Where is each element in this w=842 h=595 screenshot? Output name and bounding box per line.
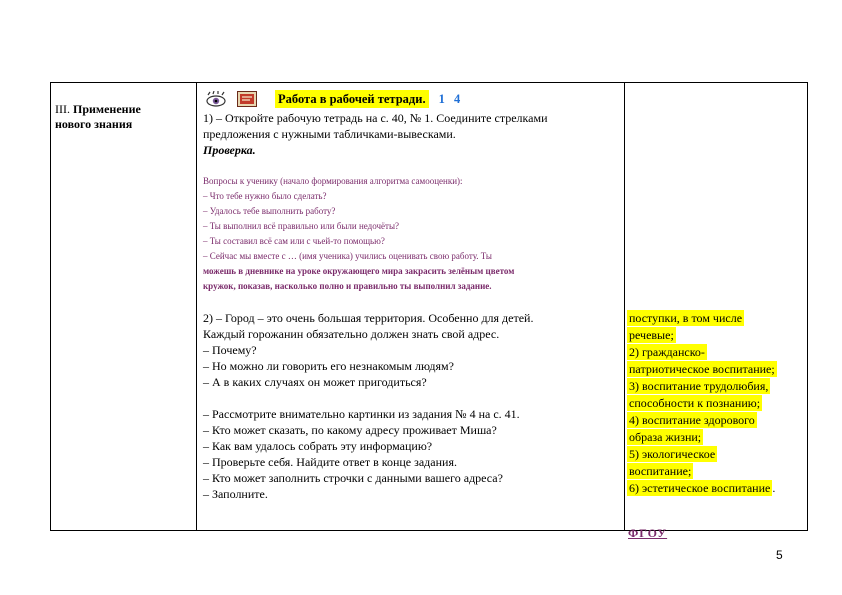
book-icon [237,91,257,107]
question-item: – Удалось тебе выполнить работу? [203,206,336,216]
text-line: 1) – Откройте рабочую тетрадь на с. 40, № 1. Соедините стрелками [203,111,548,125]
fgos-label: ФГОУ [628,526,668,540]
text-line: – Рассмотрите внимательно картинки из задания № 4 на с. 41. [203,407,520,421]
stage-number: III. [55,102,70,116]
column-divider [196,83,197,530]
direction-line: 5) экологическое [629,447,716,461]
question-item: – Ты составил всё сам или с чьей-то помощью? [203,236,385,246]
column-divider [624,83,625,530]
direction-line: патриотическое воспитание; [629,362,775,376]
main-content [203,110,621,502]
direction-line: 3) воспитание трудолюбия, [629,379,769,393]
text-line: Каждый горожанин обязательно должен знать свой адрес. [203,327,500,341]
trailing-dot: . [772,481,776,495]
questions-title: Вопросы к ученику (начало формирования алгоритма самооценки): [203,176,463,186]
direction-line: способности к познанию; [629,396,761,410]
task-pages: 1 4 [438,91,464,106]
direction-line: речевые; [629,328,674,342]
text-line: – Заполните. [203,487,268,501]
text-line: – Проверьте себя. Найдите ответ в конце задания. [203,455,457,469]
text-line: – Но можно ли говорить его незнакомым людям? [203,359,454,373]
direction-line: 4) воспитание здорового [629,413,755,427]
text-line: – Кто может заполнить строчки с данными вашего адреса? [203,471,503,485]
education-directions [627,310,807,497]
text-line: – Как вам удалось собрать эту информацию? [203,439,433,453]
spacer [203,294,621,310]
question-item: можешь в дневнике на уроке окружающего мира закрасить зелёным цветом [203,266,515,276]
text-line: 2) – Город – это очень большая территория. Особенно для детей. [203,311,534,325]
text-line: – А в каких случаях он может пригодиться? [203,375,427,389]
question-item: – Что тебе нужно было сделать? [203,191,327,201]
stage-title-line1: Применение [70,102,141,116]
text-line: – Почему? [203,343,257,357]
eye-icon [205,91,227,107]
direction-line: 6) эстетическое воспитание [629,481,771,495]
stage-label [55,102,190,132]
question-item: кружок, показав, насколько полно и правильно ты выполнил задание. [203,281,492,291]
stage-title-line2: нового знания [55,117,133,131]
text-line: предложения с нужными табличками-вывесками. [203,127,456,141]
task-header [205,88,463,110]
question-item: – Сейчас мы вместе с … (имя ученика) учились оценивать свою работу. Ты [203,251,492,261]
self-assessment-questions [203,174,621,294]
check-label: Проверка. [203,143,256,157]
direction-line: воспитание; [629,464,692,478]
question-item: – Ты выполнил всё правильно или были недочёты? [203,221,400,231]
spacer [203,390,621,406]
page-number: 5 [776,548,783,562]
direction-line: поступки, в том числе [629,311,743,325]
text-line: – Кто может сказать, по какому адресу проживает Миша? [203,423,497,437]
task-title: Работа в рабочей тетради. [275,90,429,108]
direction-line: 2) гражданско- [629,345,705,359]
direction-line: образа жизни; [629,430,702,444]
